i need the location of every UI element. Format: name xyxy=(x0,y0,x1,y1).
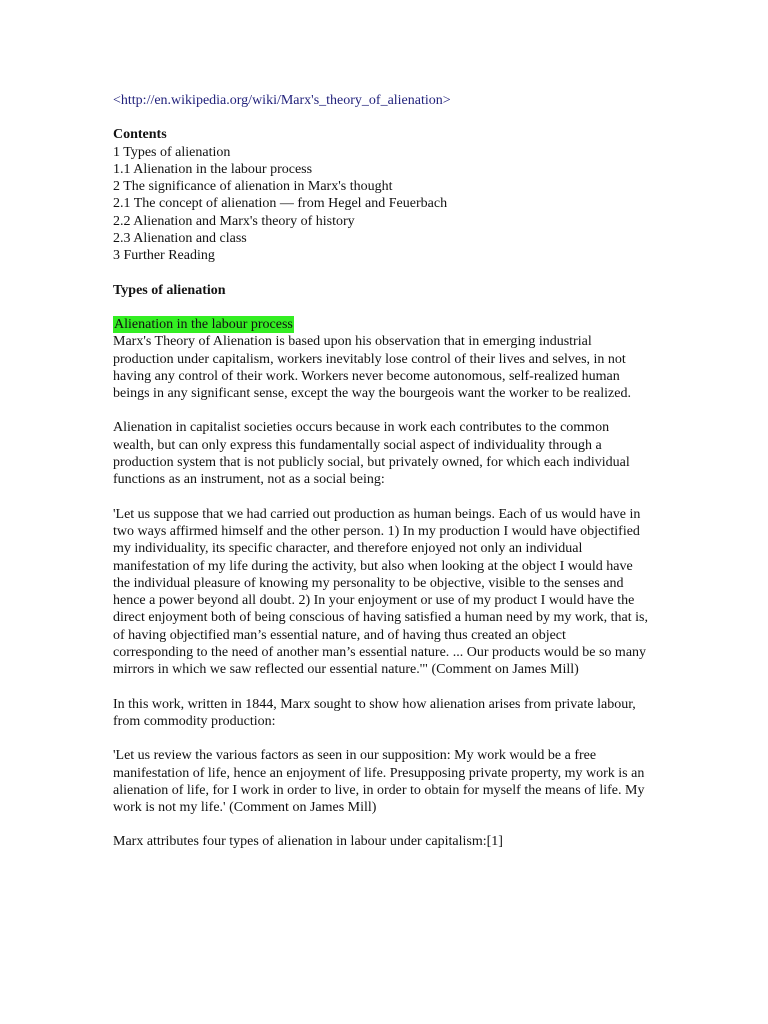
toc-item: 1.1 Alienation in the labour process xyxy=(113,161,313,177)
toc-item: 2.2 Alienation and Marx's theory of history xyxy=(113,213,355,229)
body-paragraph: Alienation in capitalist societies occurs because in work each contributes to the common wealth, but can only express this fundamentally social aspect of individuality through a production system that is not publicly social, but privately owned, for which each individual functions as an instrument, not as a social being: xyxy=(113,420,630,488)
body-paragraph: Marx attributes four types of alienation in labour under capitalism:[1] xyxy=(113,834,503,850)
section-heading: Types of alienation xyxy=(113,282,226,298)
spacer xyxy=(113,265,648,282)
toc-item: 2.3 Alienation and class xyxy=(113,231,247,247)
spacer xyxy=(113,679,648,696)
toc-item: 1 Types of alienation xyxy=(113,144,231,160)
quote-paragraph: 'Let us review the various factors as seen in our supposition: My work would be a free manifestation of life, hence an enjoyment of life. Presupposing private property, my work is an alienation of life, for I work in order to live, in order to obtain for myself the means of life. My work is not my life.' (Comment on James Mill) xyxy=(113,748,645,816)
spacer xyxy=(113,816,648,833)
spacer xyxy=(113,489,648,506)
body-paragraph: Marx's Theory of Alienation is based upon his observation that in emerging industrial production under capitalism, workers inevitably lose control of their lives and selves, in not having any control of their work. Workers never become autonomous, self-realized human beings in any significant sense, except the way the bourgeois want the worker to be realized. xyxy=(113,334,631,402)
body-paragraph: In this work, written in 1844, Marx sought to show how alienation arises from private labour, from commodity production: xyxy=(113,696,636,729)
spacer xyxy=(113,109,648,126)
highlighted-subheading: Alienation in the labour process xyxy=(114,316,293,332)
toc-item: 2 The significance of alienation in Marx's thought xyxy=(113,179,393,195)
document-page xyxy=(113,92,648,851)
contents-heading: Contents xyxy=(113,127,167,143)
source-url-link[interactable]: <http://en.wikipedia.org/wiki/Marx's_theory_of_alienation> xyxy=(113,93,451,108)
toc-item: 3 Further Reading xyxy=(113,248,215,264)
toc-item: 2.1 The concept of alienation — from Hegel and Feuerbach xyxy=(113,196,448,212)
spacer xyxy=(113,730,648,747)
spacer xyxy=(113,299,648,316)
table-of-contents xyxy=(113,144,648,265)
spacer xyxy=(113,402,648,419)
quote-paragraph: 'Let us suppose that we had carried out production as human beings. Each of us would have in two ways affirmed himself and the other person. 1) In my production I would have objectified my individuality, its specific character, and therefore enjoyed not only an individual manifestation of my life during the activity, but also when looking at the object I would have the individual pleasure of knowing my personality to be objective, visible to the senses and hence a power beyond all doubt. 2) In your enjoyment or use of my product I would have the direct enjoyment both of being conscious of having satisfied a human need by my work, that is, of having objectified man’s essential nature, and of having thus created an object corresponding to the need of another man’s essential nature. ... Our products would be so many mirrors in which we saw reflected our essential nature.'" (Comment on James Mill) xyxy=(113,506,648,678)
